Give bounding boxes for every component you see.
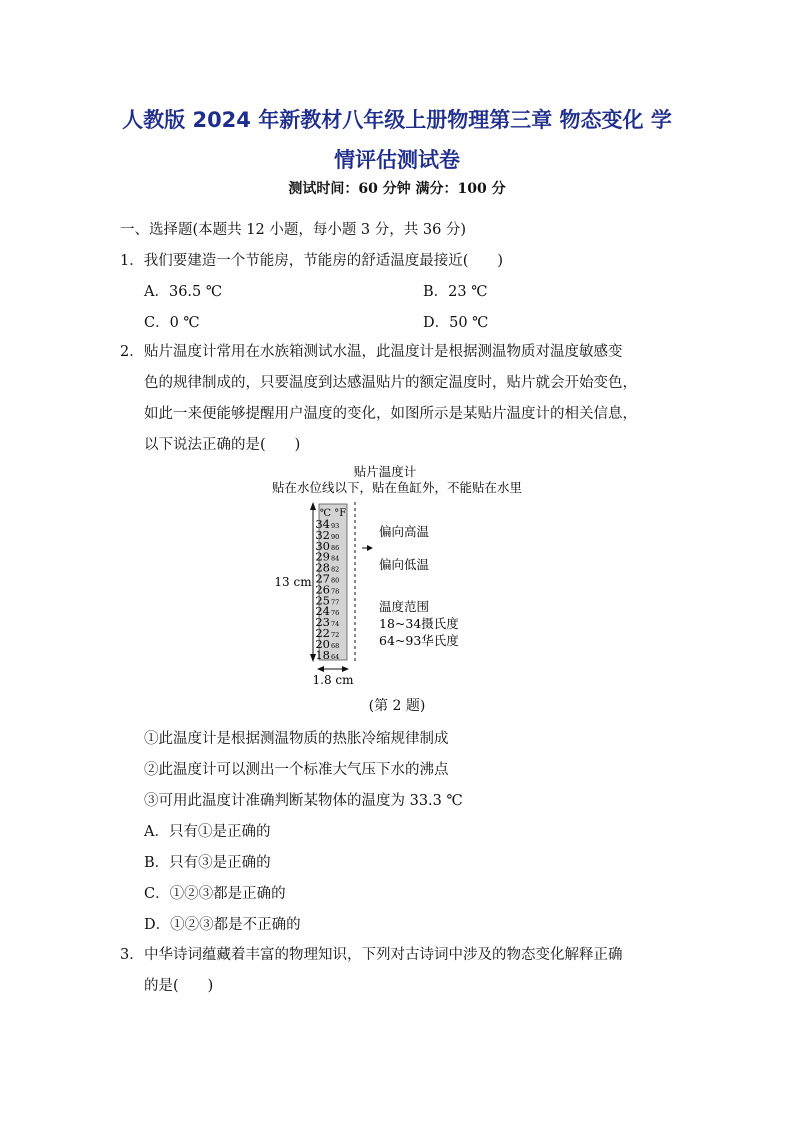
statement-2: ②此温度计可以测出一个标准大气压下水的沸点 xyxy=(144,762,449,778)
question-2 xyxy=(120,337,674,461)
question-number: 3． xyxy=(120,947,144,963)
question-text-line: 如此一来便能够提醒用户温度的变化，如图所示是某贴片温度计的相关信息， xyxy=(144,406,637,422)
scale-celsius: 23 xyxy=(315,615,330,630)
high-temp-label: 偏向高温 xyxy=(379,524,430,539)
question-text-line: 色的规律制成的，只要温度到达感温贴片的额定温度时，贴片就会开始变色， xyxy=(144,375,637,391)
width-label: 1.8 cm xyxy=(312,673,354,687)
scale-fahrenheit: 90 xyxy=(331,532,340,541)
range-title: 温度范围 xyxy=(379,599,430,614)
thermometer-figure xyxy=(0,462,794,662)
low-temp-label: 偏向低温 xyxy=(379,557,430,572)
figure-note: 贴在水位线以下，贴在鱼缸外，不能贴在水里 xyxy=(271,480,523,495)
scale-fahrenheit: 80 xyxy=(331,576,340,585)
q1-option-a: A．36.5 ℃ xyxy=(144,284,223,300)
height-label: 13 cm xyxy=(274,575,312,589)
q2-option-b: B．只有③是正确的 xyxy=(144,855,271,871)
q2-option-c: C．①②③都是正确的 xyxy=(144,886,286,902)
question-text: 我们要建造一个节能房，节能房的舒适温度最接近( ) xyxy=(143,253,504,269)
scale-celsius: 30 xyxy=(315,538,330,553)
statement-1: ①此温度计是根据测温物质的热胀冷缩规律制成 xyxy=(144,731,449,747)
question-text-line: 以下说法正确的是( ) xyxy=(144,437,301,453)
scale-fahrenheit: 93 xyxy=(331,522,340,530)
title-line-1: 人教版 2024 年新教材八年级上册物理第三章 物态变化 学 xyxy=(122,108,672,132)
scale-fahrenheit: 72 xyxy=(331,631,340,639)
q2-option-a: A．只有①是正确的 xyxy=(144,824,271,840)
scale-fahrenheit: 78 xyxy=(331,587,340,596)
question-number: 1． xyxy=(120,253,144,269)
scale-celsius: 34 xyxy=(315,517,330,531)
page-title xyxy=(100,100,694,180)
scale-celsius: 20 xyxy=(315,636,330,651)
arrow-head-left xyxy=(317,666,324,672)
question-1 xyxy=(120,249,503,270)
q1-option-d: D．50 ℃ xyxy=(423,315,489,331)
scale-celsius: 24 xyxy=(315,604,330,619)
q1-option-c: C．0 ℃ xyxy=(144,315,200,331)
question-text-line: 的是( ) xyxy=(144,978,214,994)
scale-fahrenheit: 82 xyxy=(331,565,340,574)
arrow-head-right xyxy=(342,666,349,672)
unit-header: ℃ °F xyxy=(319,508,347,519)
range-celsius: 18~34摄氏度 xyxy=(379,616,459,631)
q1-option-b: B．23 ℃ xyxy=(423,284,488,300)
section-heading: 一、选择题(本题共 12 小题，每小题 3 分，共 36 分) xyxy=(120,222,467,238)
width-measure xyxy=(0,664,794,694)
question-text-line: 贴片温度计常用在水族箱测试水温，此温度计是根据测温物质对温度敏感变 xyxy=(144,344,623,360)
scale-celsius: 27 xyxy=(315,571,330,586)
scale-fahrenheit: 74 xyxy=(331,620,340,629)
scale-celsius: 32 xyxy=(315,527,330,542)
question-text-line: 中华诗词蕴藏着丰富的物理知识，下列对古诗词中涉及的物态变化解释正确 xyxy=(144,947,623,963)
scale-celsius: 25 xyxy=(315,593,330,608)
scale-celsius: 26 xyxy=(315,582,330,597)
test-info: 测试时间：60 分钟 满分：100 分 xyxy=(288,181,506,197)
scale-fahrenheit: 76 xyxy=(331,609,340,618)
question-3 xyxy=(120,940,674,1002)
scale-fahrenheit: 64 xyxy=(331,652,340,661)
figure-caption: (第 2 题) xyxy=(368,698,426,714)
range-fahrenheit: 64~93华氏度 xyxy=(379,633,459,648)
scale-fahrenheit: 86 xyxy=(331,543,340,552)
title-line-2: 情评估测试卷 xyxy=(334,148,460,172)
figure-title: 贴片温度计 xyxy=(353,464,417,479)
scale-celsius: 29 xyxy=(315,549,330,564)
scale-fahrenheit: 77 xyxy=(331,598,340,607)
scale-fahrenheit: 68 xyxy=(331,641,340,650)
statement-3: ③可用此温度计准确判断某物体的温度为 33.3 ℃ xyxy=(144,793,463,809)
scale-celsius: 18 xyxy=(315,647,330,662)
arrow-head-top xyxy=(310,502,316,510)
scale-celsius: 28 xyxy=(315,560,330,575)
q2-option-d: D．①②③都是不正确的 xyxy=(144,917,301,933)
question-number: 2． xyxy=(120,344,144,360)
scale-fahrenheit: 84 xyxy=(331,554,340,563)
scale-celsius: 22 xyxy=(315,626,330,640)
pointer-arrow-head xyxy=(367,545,373,551)
